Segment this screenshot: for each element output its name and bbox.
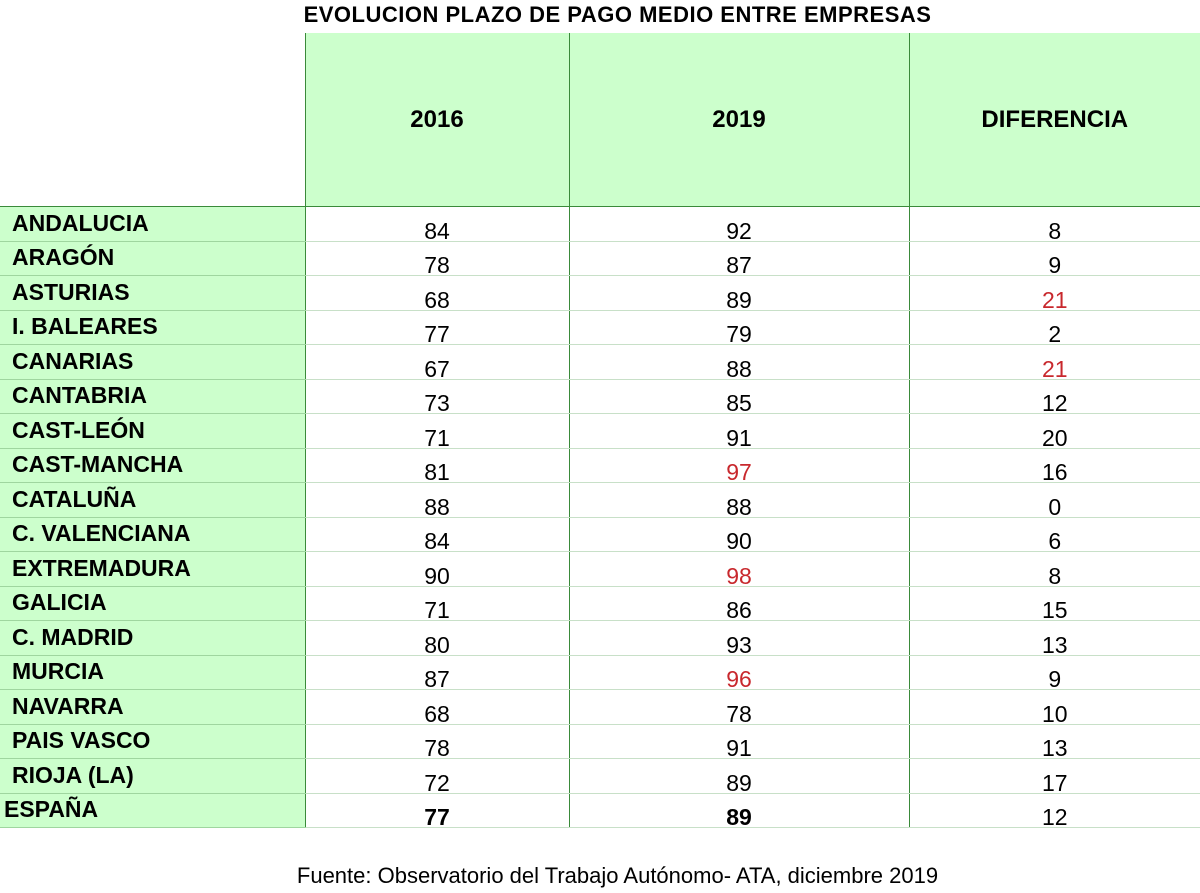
cell-diferencia: 2 [909, 310, 1200, 345]
cell-2019: 91 [569, 414, 909, 449]
row-region: EXTREMADURA [0, 552, 305, 587]
total-2019: 89 [569, 793, 909, 828]
row-region: C. MADRID [0, 621, 305, 656]
cell-2016: 87 [305, 655, 569, 690]
cell-diferencia: 17 [909, 759, 1200, 794]
row-region: I. BALEARES [0, 310, 305, 345]
cell-diferencia: 6 [909, 517, 1200, 552]
row-region: CATALUÑA [0, 483, 305, 518]
cell-2016: 72 [305, 759, 569, 794]
cell-2016: 68 [305, 276, 569, 311]
cell-diferencia: 0 [909, 483, 1200, 518]
cell-2019: 88 [569, 483, 909, 518]
cell-2016: 67 [305, 345, 569, 380]
cell-2019: 87 [569, 241, 909, 276]
cell-2019: 86 [569, 586, 909, 621]
cell-2019-highlight: 97 [569, 448, 909, 483]
table-row [0, 379, 1200, 414]
table-row [0, 724, 1200, 759]
cell-2016: 73 [305, 379, 569, 414]
cell-2019: 89 [569, 276, 909, 311]
row-region: ARAGÓN [0, 241, 305, 276]
row-region: ANDALUCIA [0, 207, 305, 242]
cell-2019: 92 [569, 207, 909, 242]
table-row [0, 276, 1200, 311]
total-region: ESPAÑA [0, 793, 305, 828]
cell-diferencia: 8 [909, 207, 1200, 242]
cell-2016: 68 [305, 690, 569, 725]
cell-diferencia: 8 [909, 552, 1200, 587]
cell-2019: 93 [569, 621, 909, 656]
cell-2016: 88 [305, 483, 569, 518]
cell-2019-highlight: 98 [569, 552, 909, 587]
cell-2016: 84 [305, 517, 569, 552]
cell-2019: 79 [569, 310, 909, 345]
table-row [0, 655, 1200, 690]
header-diferencia: DIFERENCIA [909, 33, 1200, 207]
table-row [0, 690, 1200, 725]
cell-2019: 91 [569, 724, 909, 759]
table-row [0, 586, 1200, 621]
row-region: MURCIA [0, 655, 305, 690]
cell-diferencia: 12 [909, 379, 1200, 414]
cell-2016: 81 [305, 448, 569, 483]
cell-diferencia: 9 [909, 241, 1200, 276]
cell-diferencia: 13 [909, 724, 1200, 759]
table-row [0, 517, 1200, 552]
header-row [0, 33, 1200, 207]
cell-2019: 88 [569, 345, 909, 380]
table-row [0, 414, 1200, 449]
cell-2016: 77 [305, 310, 569, 345]
total-2016: 77 [305, 793, 569, 828]
cell-2016: 71 [305, 586, 569, 621]
header-2019: 2019 [569, 33, 909, 207]
table-row [0, 241, 1200, 276]
header-2016: 2016 [305, 33, 569, 207]
cell-2016: 90 [305, 552, 569, 587]
table-row [0, 483, 1200, 518]
row-region: NAVARRA [0, 690, 305, 725]
table-row [0, 552, 1200, 587]
cell-2019: 78 [569, 690, 909, 725]
cell-2019: 90 [569, 517, 909, 552]
row-region: CAST-LEÓN [0, 414, 305, 449]
row-region: CANARIAS [0, 345, 305, 380]
cell-diferencia: 13 [909, 621, 1200, 656]
table-row [0, 759, 1200, 794]
total-row [0, 793, 1200, 828]
source-note: Fuente: Observatorio del Trabajo Autónomo- ATA, diciembre 2019 [296, 863, 939, 888]
cell-diferencia: 9 [909, 655, 1200, 690]
row-region: ASTURIAS [0, 276, 305, 311]
payment-terms-table [0, 33, 1200, 828]
row-region: GALICIA [0, 586, 305, 621]
table-title: EVOLUCION PLAZO DE PAGO MEDIO ENTRE EMPRESAS [303, 2, 932, 27]
cell-2016: 71 [305, 414, 569, 449]
table-row [0, 448, 1200, 483]
table-row [0, 207, 1200, 242]
cell-2016: 80 [305, 621, 569, 656]
cell-diferencia: 20 [909, 414, 1200, 449]
row-region: RIOJA (LA) [0, 759, 305, 794]
cell-2019: 89 [569, 759, 909, 794]
cell-diferencia-highlight: 21 [909, 276, 1200, 311]
cell-2016: 78 [305, 724, 569, 759]
cell-diferencia: 15 [909, 586, 1200, 621]
table-row [0, 621, 1200, 656]
cell-2019: 85 [569, 379, 909, 414]
cell-diferencia: 10 [909, 690, 1200, 725]
row-region: PAIS VASCO [0, 724, 305, 759]
cell-2019-highlight: 96 [569, 655, 909, 690]
row-region: CANTABRIA [0, 379, 305, 414]
row-region: C. VALENCIANA [0, 517, 305, 552]
cell-2016: 78 [305, 241, 569, 276]
header-corner [0, 33, 305, 207]
row-region: CAST-MANCHA [0, 448, 305, 483]
cell-diferencia: 16 [909, 448, 1200, 483]
cell-2016: 84 [305, 207, 569, 242]
cell-diferencia-highlight: 21 [909, 345, 1200, 380]
total-diferencia: 12 [909, 793, 1200, 828]
table-row [0, 310, 1200, 345]
table-row [0, 345, 1200, 380]
